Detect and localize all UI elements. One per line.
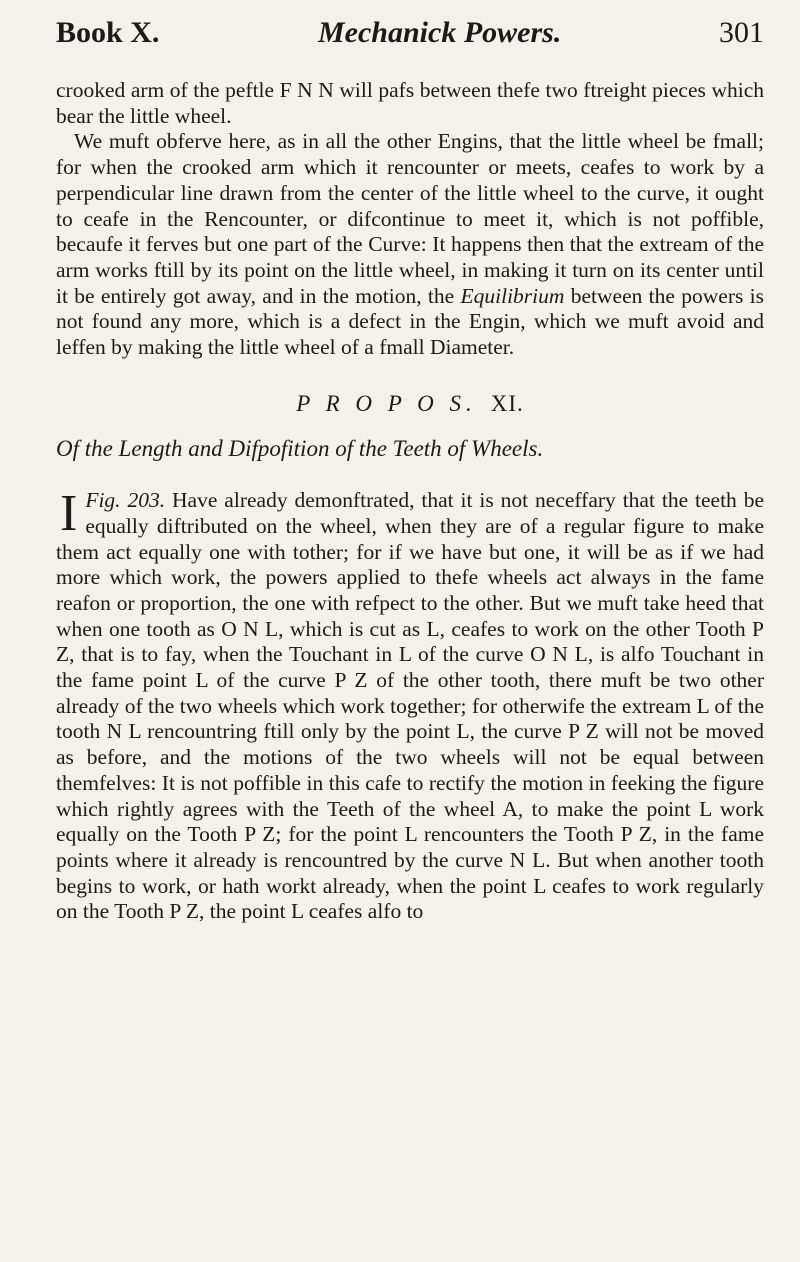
- drop-cap: I: [60, 485, 78, 543]
- book-label: Book X.: [56, 16, 160, 49]
- figure-reference: Fig. 203.: [85, 488, 166, 513]
- proposition-subtitle: Of the Length and Difpofition of the Teeth of Wheels.: [56, 436, 544, 462]
- main-text: [56, 78, 764, 925]
- page-number: 301: [719, 16, 764, 49]
- equilibrium-term: Equilibrium: [460, 283, 565, 308]
- proposition-heading: P R O P O S. XI.: [296, 390, 524, 416]
- paragraph-continuation: crooked arm of the peftle F N N will pafs between thefe two ftreight pieces which bear the little wheel.: [56, 78, 764, 128]
- paragraph-teeth: Fig. 203. I Have already demonftrated, that it is not neceffary that the teeth be equally diftributed on the wheel, when they are of a regular figure to make them act equally one with tother; for if we have but one, it will be as if we had more which work, the powers applied to thefe wheels act always in the fame reafon or proportion, the one with refpect to the other. But we muft take heed that when one tooth as O N L, which is cut as L, ceafes to work on the other Tooth P Z, that is to fay, when the Touchant in L of the curve O N L, is alfo Touchant in the fame point L of the curve P Z of the other tooth, there muft be two other already of the two wheels which work together; for otherwife the extream L of the tooth N L rencountring ftill only by the point L, the curve P Z will not be moved as before, and the motions of the two wheels will not be equal between themfelves: It is not poffible in this cafe to rectify the motion in feeking the figure which rightly agrees with the Teeth of the wheel A, to make the point L work equally on the Tooth P Z; for the point L rencounters the Tooth P Z, in the fame points where it already is rencountred by the curve N L. But when another tooth begins to work, or hath workt already, when the point L ceafes to work regularly on the Tooth P Z, the point L ceafes alfo to: [56, 485, 765, 924]
- running-title: Mechanick Powers.: [318, 16, 562, 49]
- paragraph-little-wheel: We muft obferve here, as in all the other Engins, that the little wheel be fmall; for when the crooked arm which it rencounter or meets, ceafes to work by a perpendicular line drawn from the center of the little wheel to the curve, it ought to ceafe in the Rencounter, or difcontinue to meet it, which is not poffible, becaufe it ferves but one part of the Curve: It happens then that the extream of the arm works ftill by its point on the little wheel, in making it turn on its center until it be entirely got away, and in the motion, the Equilibrium between the powers is not found any more, which is a defect in the Engin, which we muft avoid and leffen by making the little wheel of a fmall Diameter.: [56, 129, 765, 360]
- catchword: to: [406, 899, 424, 924]
- running-header: [56, 16, 764, 62]
- proposition-number: XI.: [490, 390, 524, 416]
